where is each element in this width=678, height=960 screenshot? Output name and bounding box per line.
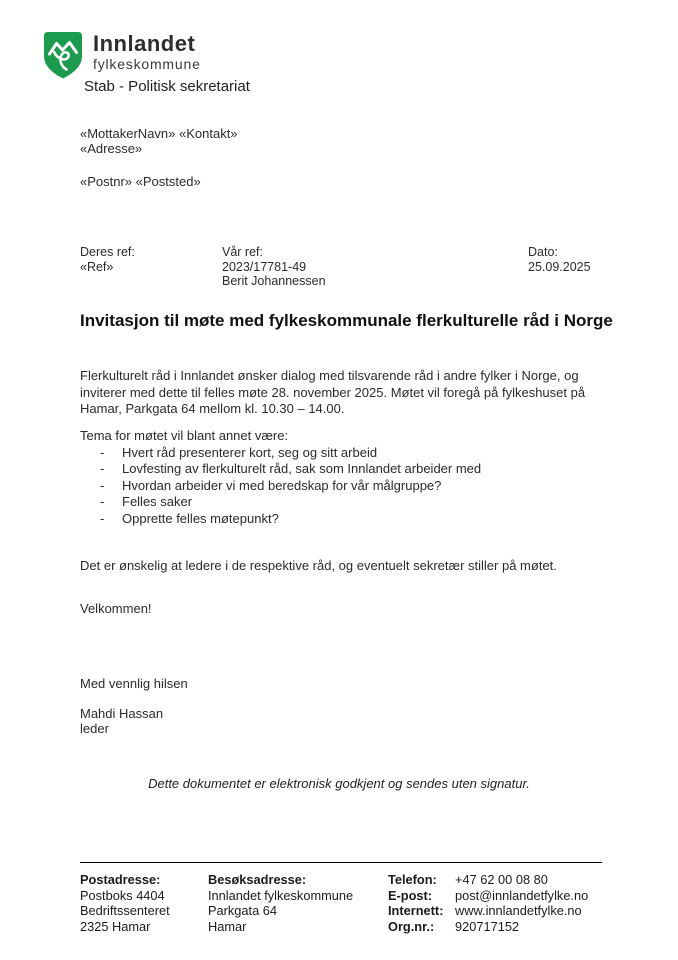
visiting-address-label: Besøksadresse: (208, 872, 307, 887)
contact-row (388, 872, 588, 888)
list-item-text: Hvert råd presenterer kort, seg og sitt arbeid (122, 444, 378, 460)
list-item (80, 478, 625, 495)
list-marker: - (100, 477, 105, 493)
signature-name: Mahdi Hassan (80, 706, 164, 721)
postal-address-line: 2325 Hamar (80, 918, 151, 934)
date-value: 25.09.2025 (528, 259, 591, 274)
phone-value: +47 62 00 08 80 (455, 872, 548, 887)
department-line: Stab - Politisk sekretariat (84, 78, 250, 95)
email-value: post@innlandetfylke.no (455, 887, 589, 903)
phone-label: Telefon: (388, 872, 437, 887)
signature-title: leder (80, 721, 109, 736)
orgnr-value: 920717152 (455, 918, 520, 934)
intro-paragraph: Flerkulturelt råd i Innlandet ønsker dialog med tilsvarende råd i andre fylker i Norge, og inviterer med dette til felles møte 28. november 2025. Møtet vil foregå på fylkeshuset på Hamar, Parkgata 64 mellom kl. 10.30 – 14.00. (80, 368, 586, 417)
org-name: Innlandet (93, 31, 196, 56)
date-label: Dato: (528, 245, 558, 259)
letterhead (40, 29, 201, 81)
attendance-paragraph: Det er ønskelig at ledere i de respektive råd, og eventuelt sekretær stiller på møtet. (80, 558, 557, 573)
our-ref-person: Berit Johannessen (222, 274, 326, 288)
list-item-text: Felles saker (122, 494, 193, 510)
list-item-text: Opprette felles møtepunkt? (122, 510, 279, 526)
postal-address-label: Postadresse: (80, 872, 161, 887)
footer-postal-address (80, 872, 170, 934)
innlandet-shield-icon (40, 29, 86, 81)
orgnr-label: Org.nr.: (388, 918, 435, 934)
visiting-address-line: Parkgata 64 (208, 903, 278, 919)
website-label: Internett: (388, 903, 444, 919)
recipient-block (80, 126, 238, 189)
org-subtitle: fylkeskommune (93, 56, 201, 73)
visiting-address-line: Hamar (208, 918, 247, 934)
our-ref-value: 2023/17781-49 (222, 259, 307, 274)
your-ref-value: «Ref» (80, 259, 114, 274)
recipient-name-placeholder: «MottakerNavn» «Kontakt» (80, 126, 238, 141)
welcome-line: Velkommen! (80, 601, 152, 616)
contact-row (388, 888, 588, 904)
contact-row (388, 919, 588, 935)
postal-address-line: Bedriftssenteret (80, 903, 170, 919)
contact-row (388, 903, 588, 919)
recipient-postal-placeholder: «Postnr» «Poststed» (80, 174, 201, 189)
list-marker: - (100, 510, 105, 526)
recipient-gap (80, 156, 238, 174)
your-ref-label: Deres ref: (80, 245, 135, 259)
electronic-signature-note: Dette dokumentet er elektronisk godkjent og sendes uten signatur. (148, 776, 530, 791)
logo-text (93, 29, 201, 72)
list-marker: - (100, 461, 105, 477)
footer-divider (80, 862, 602, 863)
agenda-block (80, 428, 625, 528)
list-item-text: Lovfesting av flerkulturelt råd, sak som Innlandet arbeider med (122, 461, 482, 477)
list-marker: - (100, 494, 105, 510)
list-item (80, 461, 625, 478)
your-ref-column (80, 245, 135, 274)
footer-contact (388, 872, 588, 934)
letter-title: Invitasjon til møte med fylkeskommunale flerkulturelle råd i Norge (80, 311, 613, 330)
list-item (80, 494, 625, 511)
visiting-address-line: Innlandet fylkeskommune (208, 887, 354, 903)
closing-salutation: Med vennlig hilsen (80, 676, 188, 691)
footer-visiting-address (208, 872, 353, 934)
list-item-text: Hvordan arbeider vi med beredskap for vår målgruppe? (122, 477, 442, 493)
list-item (80, 511, 625, 528)
recipient-address-placeholder: «Adresse» (80, 141, 143, 156)
postal-address-line: Postboks 4404 (80, 887, 165, 903)
website-value: www.innlandetfylke.no (455, 903, 582, 919)
date-column (528, 245, 591, 274)
agenda-intro: Tema for møtet vil blant annet være: (80, 428, 289, 443)
our-ref-label: Vår ref: (222, 245, 263, 259)
email-label: E-post: (388, 887, 433, 903)
list-marker: - (100, 444, 105, 460)
our-ref-column (222, 245, 326, 289)
list-item (80, 445, 625, 462)
